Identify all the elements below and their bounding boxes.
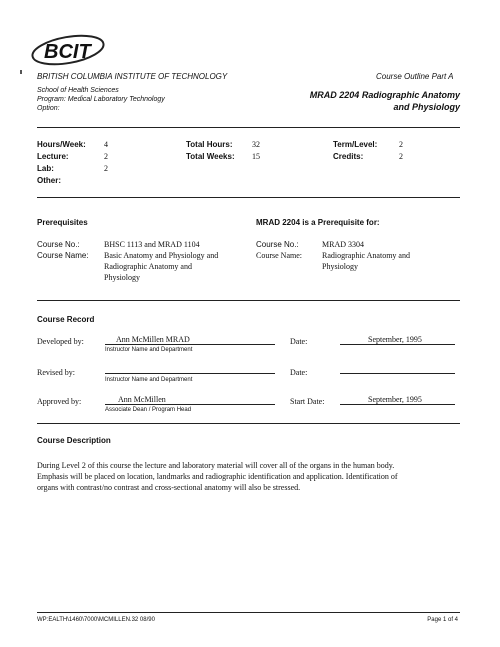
- logo-mark: [20, 70, 22, 74]
- total-weeks-value: 15: [252, 152, 260, 161]
- approved-by-value: Ann McMillen: [118, 395, 166, 404]
- for-course-no-label: Course No.:: [256, 240, 299, 249]
- for-course-no-value: MRAD 3304: [322, 240, 365, 249]
- date-label-2: Date:: [290, 368, 308, 377]
- lecture-label: Lecture:: [37, 152, 69, 161]
- bcit-logo: [30, 30, 110, 66]
- course-record-heading: Course Record: [37, 315, 95, 324]
- developed-by-label: Developed by:: [37, 337, 84, 346]
- date-line-2: [340, 373, 455, 374]
- school-name: School of Health Sciences: [37, 87, 119, 94]
- description-line2: Emphasis will be placed on location, landmarks and radiographic identification and application. Identification of: [37, 472, 398, 481]
- course-no-value: BHSC 1113 and MRAD 1104: [104, 240, 200, 249]
- developed-by-line: [105, 344, 275, 345]
- prerequisites-heading: Prerequisites: [37, 218, 88, 227]
- for-course-name-line1: Radiographic Anatomy and: [322, 251, 410, 260]
- prerequisite-for-heading: MRAD 2204 is a Prerequisite for:: [256, 218, 380, 227]
- lab-value: 2: [104, 164, 108, 173]
- date-value-1: September, 1995: [368, 335, 422, 344]
- credits-label: Credits:: [333, 152, 364, 161]
- course-name-line2: Radiographic Anatomy and: [104, 262, 192, 271]
- hours-week-label: Hours/Week:: [37, 140, 86, 149]
- start-date-label: Start Date:: [290, 397, 325, 406]
- divider-hours: [37, 197, 460, 198]
- revised-by-label: Revised by:: [37, 368, 75, 377]
- revised-by-line: [105, 373, 275, 374]
- divider-prerequisites: [37, 300, 460, 301]
- instructor-caption-1: Instructor Name and Department: [105, 347, 193, 353]
- instructor-caption-2: Instructor Name and Department: [105, 377, 193, 383]
- course-outline-part: Course Outline Part A: [376, 72, 454, 81]
- for-course-name-label: Course Name:: [256, 251, 302, 260]
- program-name: Program: Medical Laboratory Technology: [37, 96, 165, 103]
- option-label: Option:: [37, 105, 60, 112]
- description-line3: organs with contrast/no contrast and cross-sectional anatomy will also be stressed.: [37, 483, 301, 492]
- course-description-heading: Course Description: [37, 436, 111, 445]
- other-label: Other:: [37, 176, 61, 185]
- dean-caption: Associate Dean / Program Head: [105, 407, 192, 413]
- course-name-label: Course Name:: [37, 251, 89, 260]
- institute-name: BRITISH COLUMBIA INSTITUTE OF TECHNOLOGY: [37, 72, 228, 81]
- file-path: WP:EALTH\1460\7000\MCMILLEN.32 08/90: [37, 617, 155, 623]
- course-name-line3: Physiology: [104, 273, 141, 282]
- lab-label: Lab:: [37, 164, 54, 173]
- term-level-label: Term/Level:: [333, 140, 378, 149]
- start-date-value: September, 1995: [368, 395, 422, 404]
- description-line1: During Level 2 of this course the lecture and laboratory material will cover all of the organs in the human body.: [37, 461, 395, 470]
- total-hours-value: 32: [252, 140, 260, 149]
- total-weeks-label: Total Weeks:: [186, 152, 235, 161]
- developed-by-value: Ann McMillen MRAD: [116, 335, 190, 344]
- credits-value: 2: [399, 152, 403, 161]
- approved-by-line: [105, 404, 275, 405]
- logo-text: BCIT: [44, 41, 91, 63]
- course-title-line2: and Physiology: [393, 102, 460, 112]
- for-course-name-line2: Physiology: [322, 262, 359, 271]
- page-number: Page 1 of 4: [427, 617, 458, 623]
- start-date-line: [340, 404, 455, 405]
- approved-by-label: Approved by:: [37, 397, 82, 406]
- course-no-label: Course No.:: [37, 240, 80, 249]
- hours-week-value: 4: [104, 140, 108, 149]
- date-line-1: [340, 344, 455, 345]
- course-title-line1: MRAD 2204 Radiographic Anatomy: [309, 90, 460, 100]
- term-level-value: 2: [399, 140, 403, 149]
- date-label-1: Date:: [290, 337, 308, 346]
- total-hours-label: Total Hours:: [186, 140, 233, 149]
- divider-footer: [37, 612, 460, 613]
- divider-course-record: [37, 423, 460, 424]
- course-name-line1: Basic Anatomy and Physiology and: [104, 251, 219, 260]
- lecture-value: 2: [104, 152, 108, 161]
- divider-header: [37, 127, 460, 128]
